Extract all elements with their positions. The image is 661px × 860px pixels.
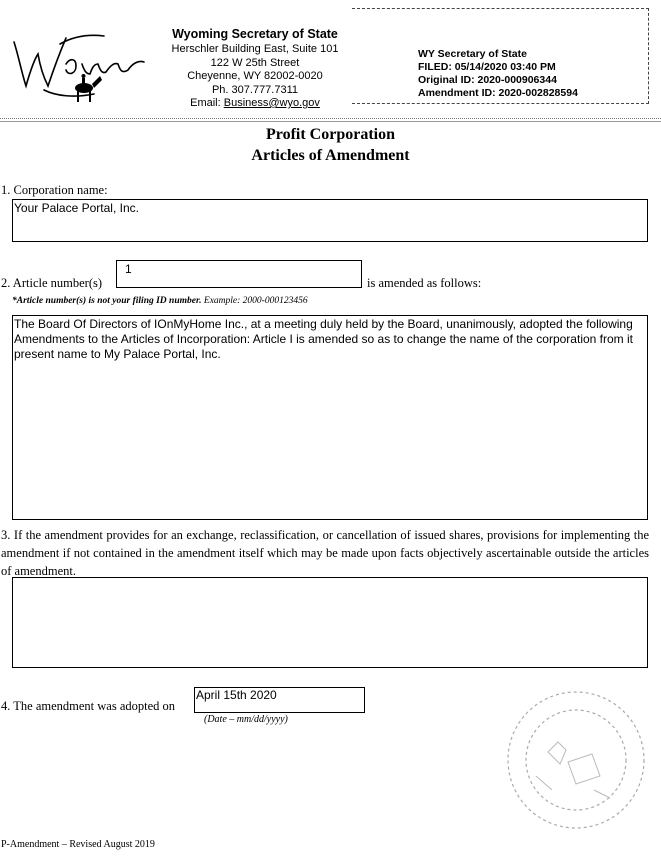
stamp-office: WY Secretary of State bbox=[418, 48, 527, 60]
stamp-amendment-id: Amendment ID: 2020-002828594 bbox=[418, 87, 578, 99]
address-line: Cheyenne, WY 82002-0020 bbox=[187, 70, 323, 82]
phone-number: Ph. 307.777.7311 bbox=[211, 84, 299, 96]
agency-name: Wyoming Secretary of State bbox=[172, 27, 338, 41]
share-provisions-label: 3. If the amendment provides for an exchange, reclassification, or cancellation of issued shares, provisions for implementing the amendment if not contained in the amendment itself which may be made upon facts objectively ascertainable outside the articles of amendment. bbox=[1, 528, 649, 578]
corporation-name-label: 1. Corporation name: bbox=[1, 183, 108, 197]
form-revision-footer: P-Amendment – Revised August 2019 bbox=[1, 839, 155, 850]
header-divider bbox=[0, 118, 661, 119]
article-number-value: 1 bbox=[125, 262, 132, 276]
article-number-note-example: Example: 2000-000123456 bbox=[203, 296, 308, 306]
date-format-hint: (Date – mm/dd/yyyy) bbox=[204, 714, 288, 725]
form-subtitle: Articles of Amendment bbox=[251, 147, 410, 164]
address-line: 122 W 25th Street bbox=[210, 57, 300, 69]
stamp-filed-date: FILED: 05/14/2020 03:40 PM bbox=[418, 61, 556, 73]
seal-stamp-icon bbox=[496, 680, 656, 840]
stamp-original-id: Original ID: 2020-000906344 bbox=[418, 74, 557, 86]
wyoming-logo bbox=[4, 24, 154, 112]
article-number-suffix: is amended as follows: bbox=[367, 276, 482, 290]
article-number-note bbox=[12, 296, 308, 306]
email-label: Email: bbox=[190, 97, 221, 109]
article-number-label: 2. Article number(s) bbox=[1, 276, 103, 290]
article-number-field[interactable] bbox=[116, 260, 362, 288]
email-link[interactable]: Business@wyo.gov bbox=[223, 97, 320, 109]
form-title: Profit Corporation bbox=[265, 126, 395, 143]
header-divider bbox=[0, 121, 661, 122]
email-line bbox=[160, 97, 350, 111]
address-line: Herschler Building East, Suite 101 bbox=[171, 43, 339, 55]
share-provisions-field[interactable] bbox=[12, 577, 648, 668]
amendment-text-value: The Board Of Directors of IOnMyHome Inc., at a meeting duly held by the Board, unanimously, adopted the following Amendments to the Articles of Incorporation: Article I is amended so as to change the name of the corporation from it present name to My Palace Portal, Inc. bbox=[14, 317, 633, 361]
corporation-name-value: Your Palace Portal, Inc. bbox=[14, 201, 139, 215]
article-number-note-warning: *Article number(s) is not your filing ID number. bbox=[12, 296, 202, 306]
adoption-date-value: April 15th 2020 bbox=[196, 688, 277, 702]
adoption-date-label: 4. The amendment was adopted on bbox=[1, 699, 176, 713]
